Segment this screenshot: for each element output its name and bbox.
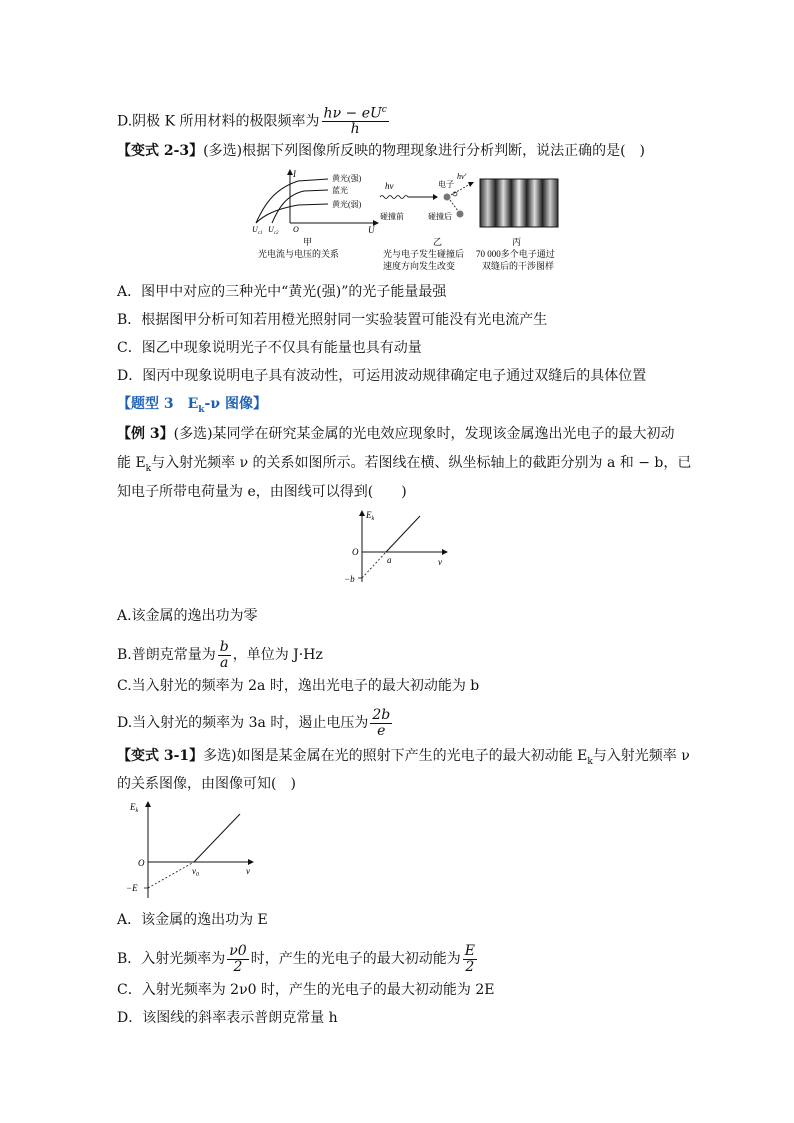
example-3-line-1: 【例 3】(多选)某同学在研究某金属的光电效应现象时，发现该金属逸出光电子的最大初动 [117,426,675,442]
figure-yi-name: 乙 [433,237,443,247]
label-before: 碰撞前 [380,212,404,221]
prev-option-d-text: D.阴极 K 所用材料的极限频率为 [117,113,320,130]
variant-3-1-line-2: 的关系图像，由图像可知( ) [117,776,296,792]
variant-3-1-tag: 【变式 3-1】 [117,748,204,764]
ex3-option-a: A.该金属的逸出功为零 [117,608,258,624]
axis-i-label: I [293,169,296,179]
y-axis-label: $E_k$ [366,510,375,522]
intercept-a-label: a [387,555,392,565]
variant-2-3-question [117,141,645,161]
figure-bing [476,179,558,271]
x-axis-label: ν [438,557,442,567]
ek-line [386,516,420,552]
v31-option-a: A．该金属的逸出功为 E [117,912,268,928]
ek-line [194,814,240,862]
q23-option-a: A．图甲中对应的三种光中“黄光(强)”的光子能量最强 [117,284,447,300]
label-hv-prime: hν′ [457,172,467,181]
figure-yi-caption-1: 光与电子发生碰撞后 [383,249,465,259]
intercept-b-label: −b [344,574,355,584]
q23-option-b: B．根据图甲分析可知若用橙光照射同一实验装置可能没有光电流产生 [117,312,548,328]
curve-yellow-weak [256,204,328,223]
figure-bing-caption-2: 双缝后的干涉图样 [482,261,555,271]
axis-u-label: U [368,225,375,235]
label-uc1: $U_{c1}$ [252,225,263,236]
intercept-e-label: −E [126,883,138,893]
ex3-option-d-fraction: $\frac{2b}{e}$ [372,707,391,739]
variant-2-3-text: (多选)根据下列图像所反映的物理现象进行分析判断，说法正确的是( ) [203,143,646,159]
v31-option-c: C．入射光频率为 2ν0 时，产生的光电子的最大初动能为 2E [117,982,495,998]
ex3-option-b: B.普朗克常量为 $\frac{b}{a}$ ，单位为 J·Hz [117,639,323,671]
example-3-line-2: 能 $E_k$与入射光频率 ν 的关系如图所示。若图线在横、纵坐标轴上的截距分别为 a 和 − b，已 [117,455,692,474]
figure-variant-2-3 [250,165,580,275]
variant-2-3-tag: 【变式 2-3】 [117,143,204,159]
v31-option-d: D．该图线的斜率表示普朗克常量 h [117,1010,338,1026]
figure-example-3 [344,508,452,588]
curve-blue [272,190,328,223]
curve-yellow-strong [256,179,328,223]
label-hv: hν [385,181,394,191]
q23-option-c: C．图乙中现象说明光子不仅具有能量也具有动量 [117,340,422,356]
example-3-line-3: 知电子所带电荷量为 e，由图线可以得到( ) [117,484,407,500]
example-3-tag: 【例 3】 [117,426,174,442]
label-blue: 蓝光 [332,186,348,195]
prev-option-d [117,106,391,137]
origin-label: O [352,547,359,557]
label-uc2: $U_{c2}$ [268,225,279,236]
figure-bing-caption-1: 70 000多个电子通过 [476,249,555,259]
figure-yi [380,172,474,271]
prev-option-d-fraction: $\frac{h\nu - eU^c}{h}$ [323,105,387,138]
ex3-option-c: C.当入射光的频率为 2a 时，逸出光电子的最大初动能为 b [117,678,480,694]
label-yellow-weak: 黄光(弱) [332,200,362,209]
variant-3-1-line-1: 【变式 3-1】多选)如图是某金属在光的照射下产生的光电子的最大初动能 $E_k$与入射光频率 ν [117,748,690,767]
figure-jia-name: 甲 [303,237,313,247]
origin-label: O [138,858,145,868]
label-electron: 电子 [438,180,454,189]
figure-jia-caption: 光电流与电压的关系 [258,249,340,259]
extrapolated-line [148,862,194,888]
figure-yi-caption-2: 速度方向发生改变 [383,261,456,271]
electron-after [457,211,464,218]
origin-label: O [293,225,299,234]
type3-heading: 【题型 3 $E_k-\nu$ 图像】 [117,396,267,415]
x-axis-label: ν [246,866,250,876]
q23-option-d: D．图丙中现象说明电子具有波动性，可运用波动规律确定电子通过双缝后的具体位置 [117,368,647,384]
ex3-option-d: D.当入射光的频率为 3a 时，遏止电压为 $\frac{2b}{e}$ [117,707,391,739]
v31-option-b: B．入射光频率为 $\frac{\nu 0}{2}$ 时，产生的光电子的最大初动能为 $\frac{E}{2}$ [117,943,475,975]
figure-variant-3-1 [118,798,258,902]
figure-bing-name: 丙 [512,237,522,247]
label-after: 碰撞后 [428,212,452,221]
ex3-option-b-fraction: $\frac{b}{a}$ [219,639,229,671]
interference-pattern [480,179,558,227]
figure-jia [252,169,379,259]
extrapolated-line [362,552,386,578]
v31-option-b-fraction-1: $\frac{\nu 0}{2}$ [229,943,247,975]
intercept-v0-label: $\nu_0$ [192,866,199,878]
y-axis-label: $E_k$ [130,802,139,814]
v31-option-b-fraction-2: $\frac{E}{2}$ [464,943,475,975]
electron-before [444,194,451,201]
label-yellow-strong: 黄光(强) [332,174,362,183]
